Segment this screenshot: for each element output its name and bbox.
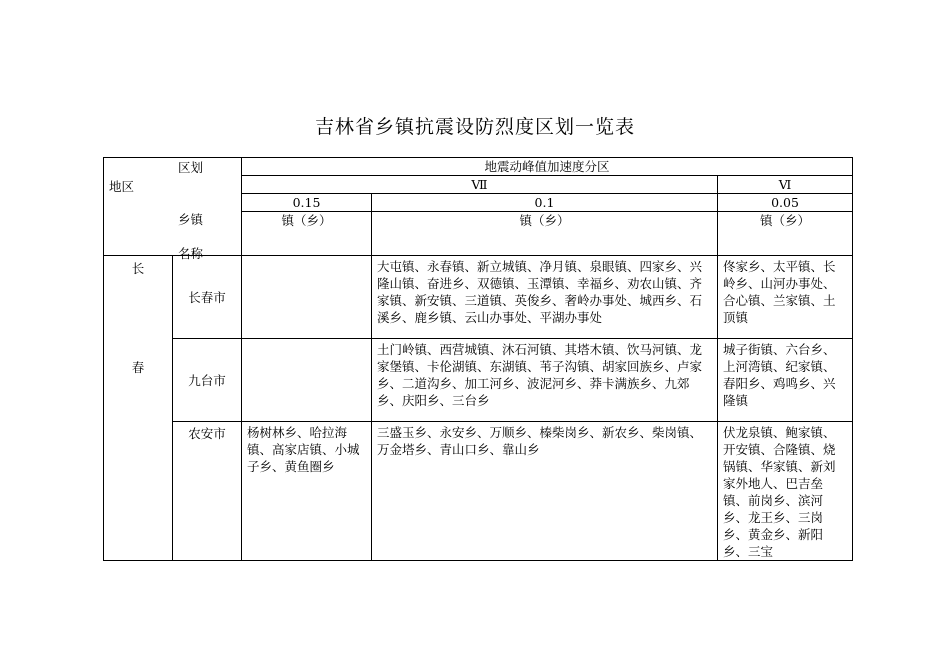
table-row <box>104 256 853 339</box>
intensity-7-header: Ⅶ <box>242 176 718 194</box>
towns-005: 佟家乡、太平镇、长岭乡、山河办事处、合心镇、兰家镇、土顶镇 <box>718 256 853 339</box>
page-title: 吉林省乡镇抗震设防烈度区划一览表 <box>314 116 635 138</box>
table-row <box>104 339 853 422</box>
towns-015 <box>242 339 372 422</box>
zoning-table <box>103 157 853 561</box>
accel-015-header: 0.15 <box>242 194 372 212</box>
corner-region-label: 地区 <box>109 179 135 194</box>
towns-01: 三盛玉乡、永安乡、万顺乡、榛柴岗乡、新农乡、柴岗镇、万金塔乡、青山口乡、靠山乡 <box>372 422 718 561</box>
city-name: 九台市 <box>173 339 242 422</box>
towns-01: 土门岭镇、西营城镇、沐石河镇、其塔木镇、饮马河镇、龙家堡镇、卡伦湖镇、东湖镇、苇子沟镇、胡家回族乡、卢家乡、二道沟乡、加工河乡、波泥河乡、莽卡满族乡、九郊乡、庆阳乡、三台乡 <box>372 339 718 422</box>
region-char-2: 春 <box>131 360 145 375</box>
towns-015 <box>242 256 372 339</box>
region-char-1: 长 <box>131 261 145 276</box>
unit-header-005: 镇（乡） <box>718 212 853 256</box>
corner-name-label: 名称 <box>178 246 204 261</box>
accel-zone-header: 地震动峰值加速度分区 <box>242 158 853 176</box>
towns-005: 城子街镇、六台乡、上河湾镇、纪家镇、春阳乡、鸡鸣乡、兴隆镇 <box>718 339 853 422</box>
city-name: 农安市 <box>173 422 242 561</box>
corner-division-label: 区划 <box>178 160 204 175</box>
unit-header-01: 镇（乡） <box>372 212 718 256</box>
intensity-6-header: Ⅵ <box>718 176 853 194</box>
towns-015: 杨树林乡、哈拉海镇、高家店镇、小城子乡、黄鱼圈乡 <box>242 422 372 561</box>
accel-01-header: 0.1 <box>372 194 718 212</box>
region-cell <box>104 256 173 561</box>
accel-005-header: 0.05 <box>718 194 853 212</box>
unit-header-015: 镇（乡） <box>242 212 372 256</box>
city-name: 长春市 <box>173 256 242 339</box>
towns-005: 伏龙泉镇、鲍家镇、开安镇、合隆镇、烧锅镇、华家镇、新刘家外地人、巴吉垒镇、前岗乡、滨河乡、龙王乡、三岗乡、黄金乡、新阳乡、三宝 <box>718 422 853 561</box>
corner-town-label: 乡镇 <box>178 212 204 227</box>
towns-01: 大屯镇、永春镇、新立城镇、净月镇、泉眼镇、四家乡、兴隆山镇、奋进乡、双德镇、玉潭镇、幸福乡、劝农山镇、齐家镇、新安镇、三道镇、英俊乡、奢岭办事处、城西乡、石溪乡、鹿乡镇、云山办事处、平湖办事处 <box>372 256 718 339</box>
corner-header-cell <box>104 158 242 261</box>
table-row <box>104 422 853 561</box>
